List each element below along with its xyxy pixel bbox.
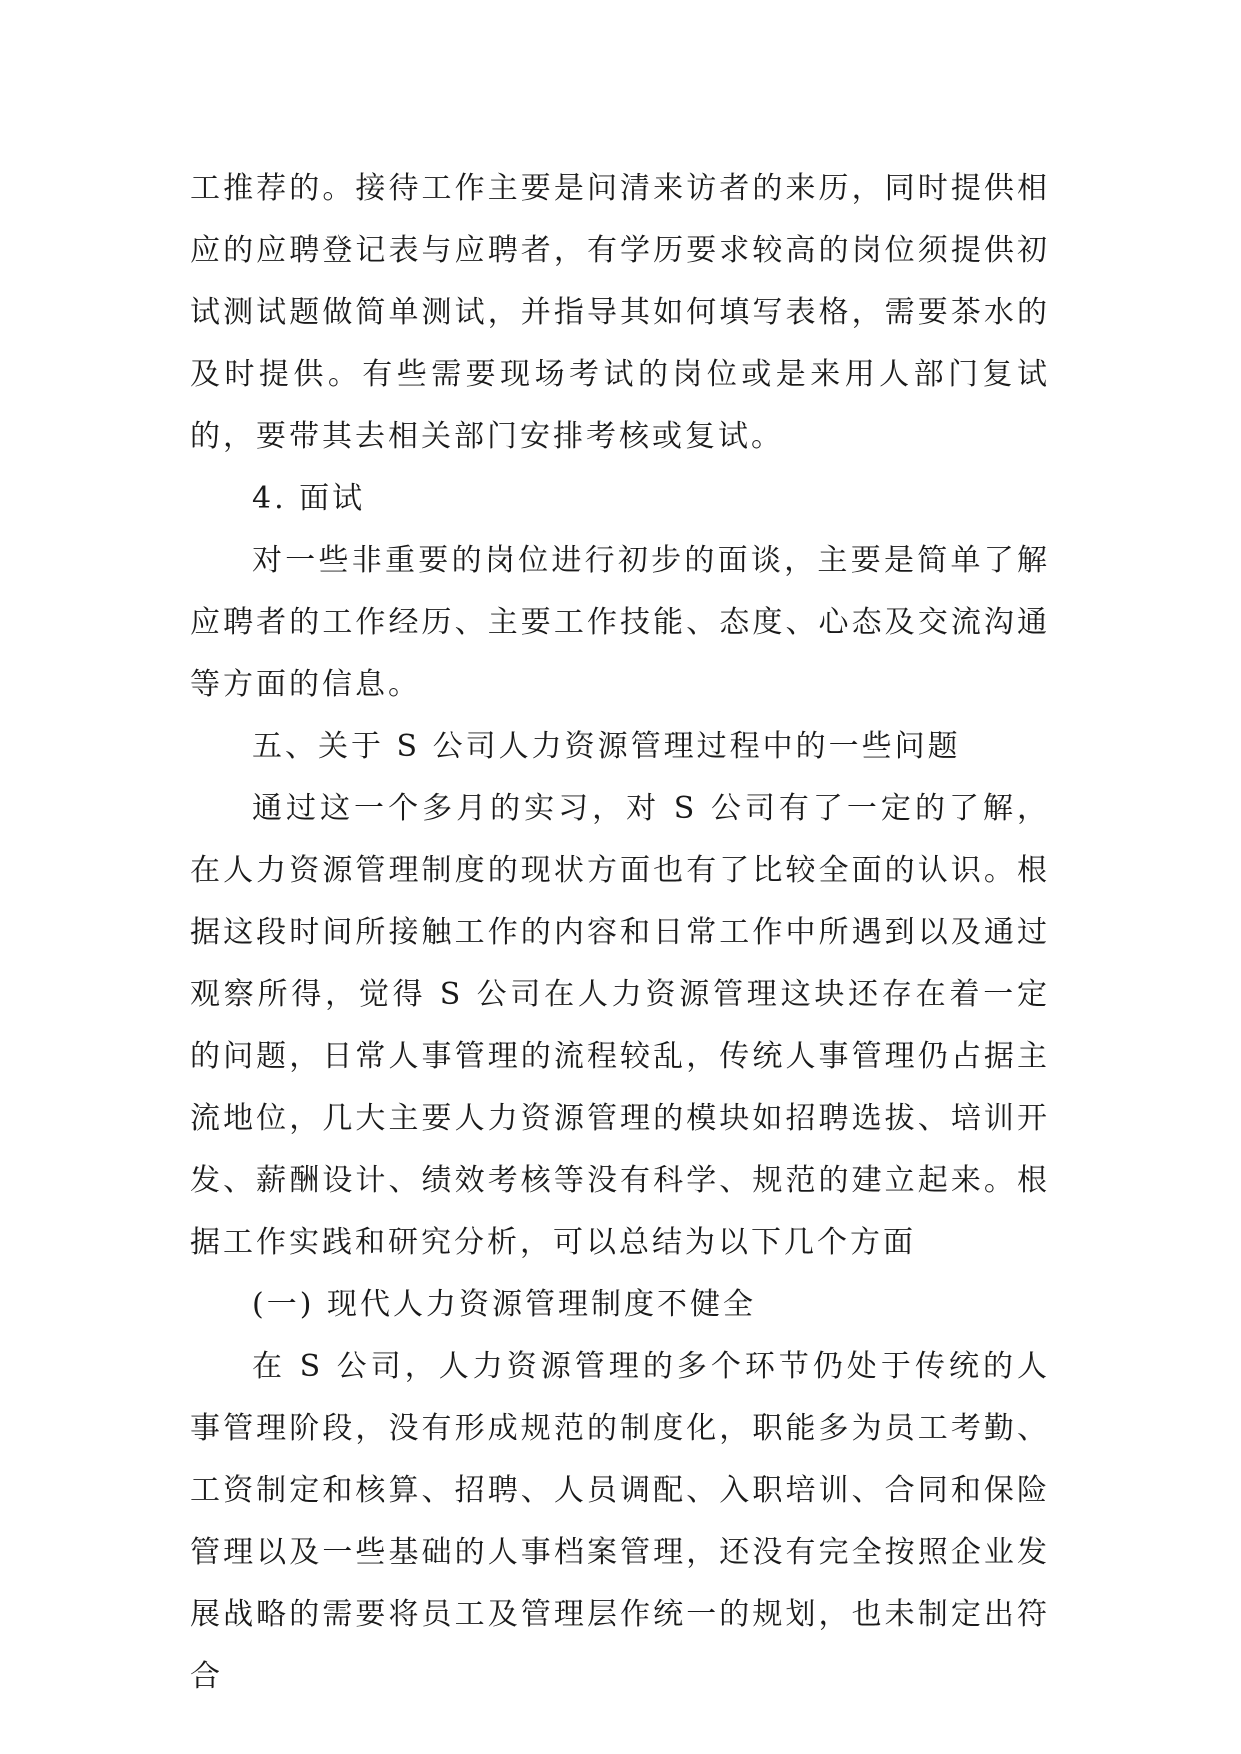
heading-interview: 4. 面试 <box>252 481 366 516</box>
paragraph-reception: 工推荐的。接待工作主要是问清来访者的来历，同时提供相应的应聘登记表与应聘者，有学历要求较高的岗位须提供初试测试题做简单测试，并指导其如何填写表格，需要茶水的及时提供。有些需要现场考试的岗位或是来用人部门复试的，要带其去相关部门安排考核或复试。 <box>190 171 1050 454</box>
paragraph-interview: 对一些非重要的岗位进行初步的面谈，主要是简单了解应聘者的工作经历、主要工作技能、态度、心态及交流沟通等方面的信息。 <box>190 543 1050 702</box>
heading-section-five: 五、关于 S 公司人力资源管理过程中的一些问题 <box>252 729 961 764</box>
paragraph-hr-system: 在 S 公司，人力资源管理的多个环节仍处于传统的人事管理阶段，没有形成规范的制度化，职能多为员工考勤、工资制定和核算、招聘、人员调配、入职培训、合同和保险管理以及一些基础的人事档案管理，还没有完全按照企业发展战略的需要将员工及管理层作统一的规划，也未制定出符合 <box>190 1349 1050 1694</box>
paragraph-internship-findings: 通过这一个多月的实习，对 S 公司有了一定的了解，在人力资源管理制度的现状方面也有了比较全面的认识。根据这段时间所接触工作的内容和日常工作中所遇到以及通过观察所得，觉得 S 公司在人力资源管理这块还存在着一定的问题，日常人事管理的流程较乱，传统人事管理仍占据主流地位，几大主要人力资源管理的模块如招聘选拔、培训开发、薪酬设计、绩效考核等没有科学、规范的建立起来。根据工作实践和研究分析，可以总结为以下几个方面 <box>190 791 1050 1260</box>
document-page <box>190 158 1050 1708</box>
heading-subsection-one: (一) 现代人力资源管理制度不健全 <box>252 1287 756 1322</box>
